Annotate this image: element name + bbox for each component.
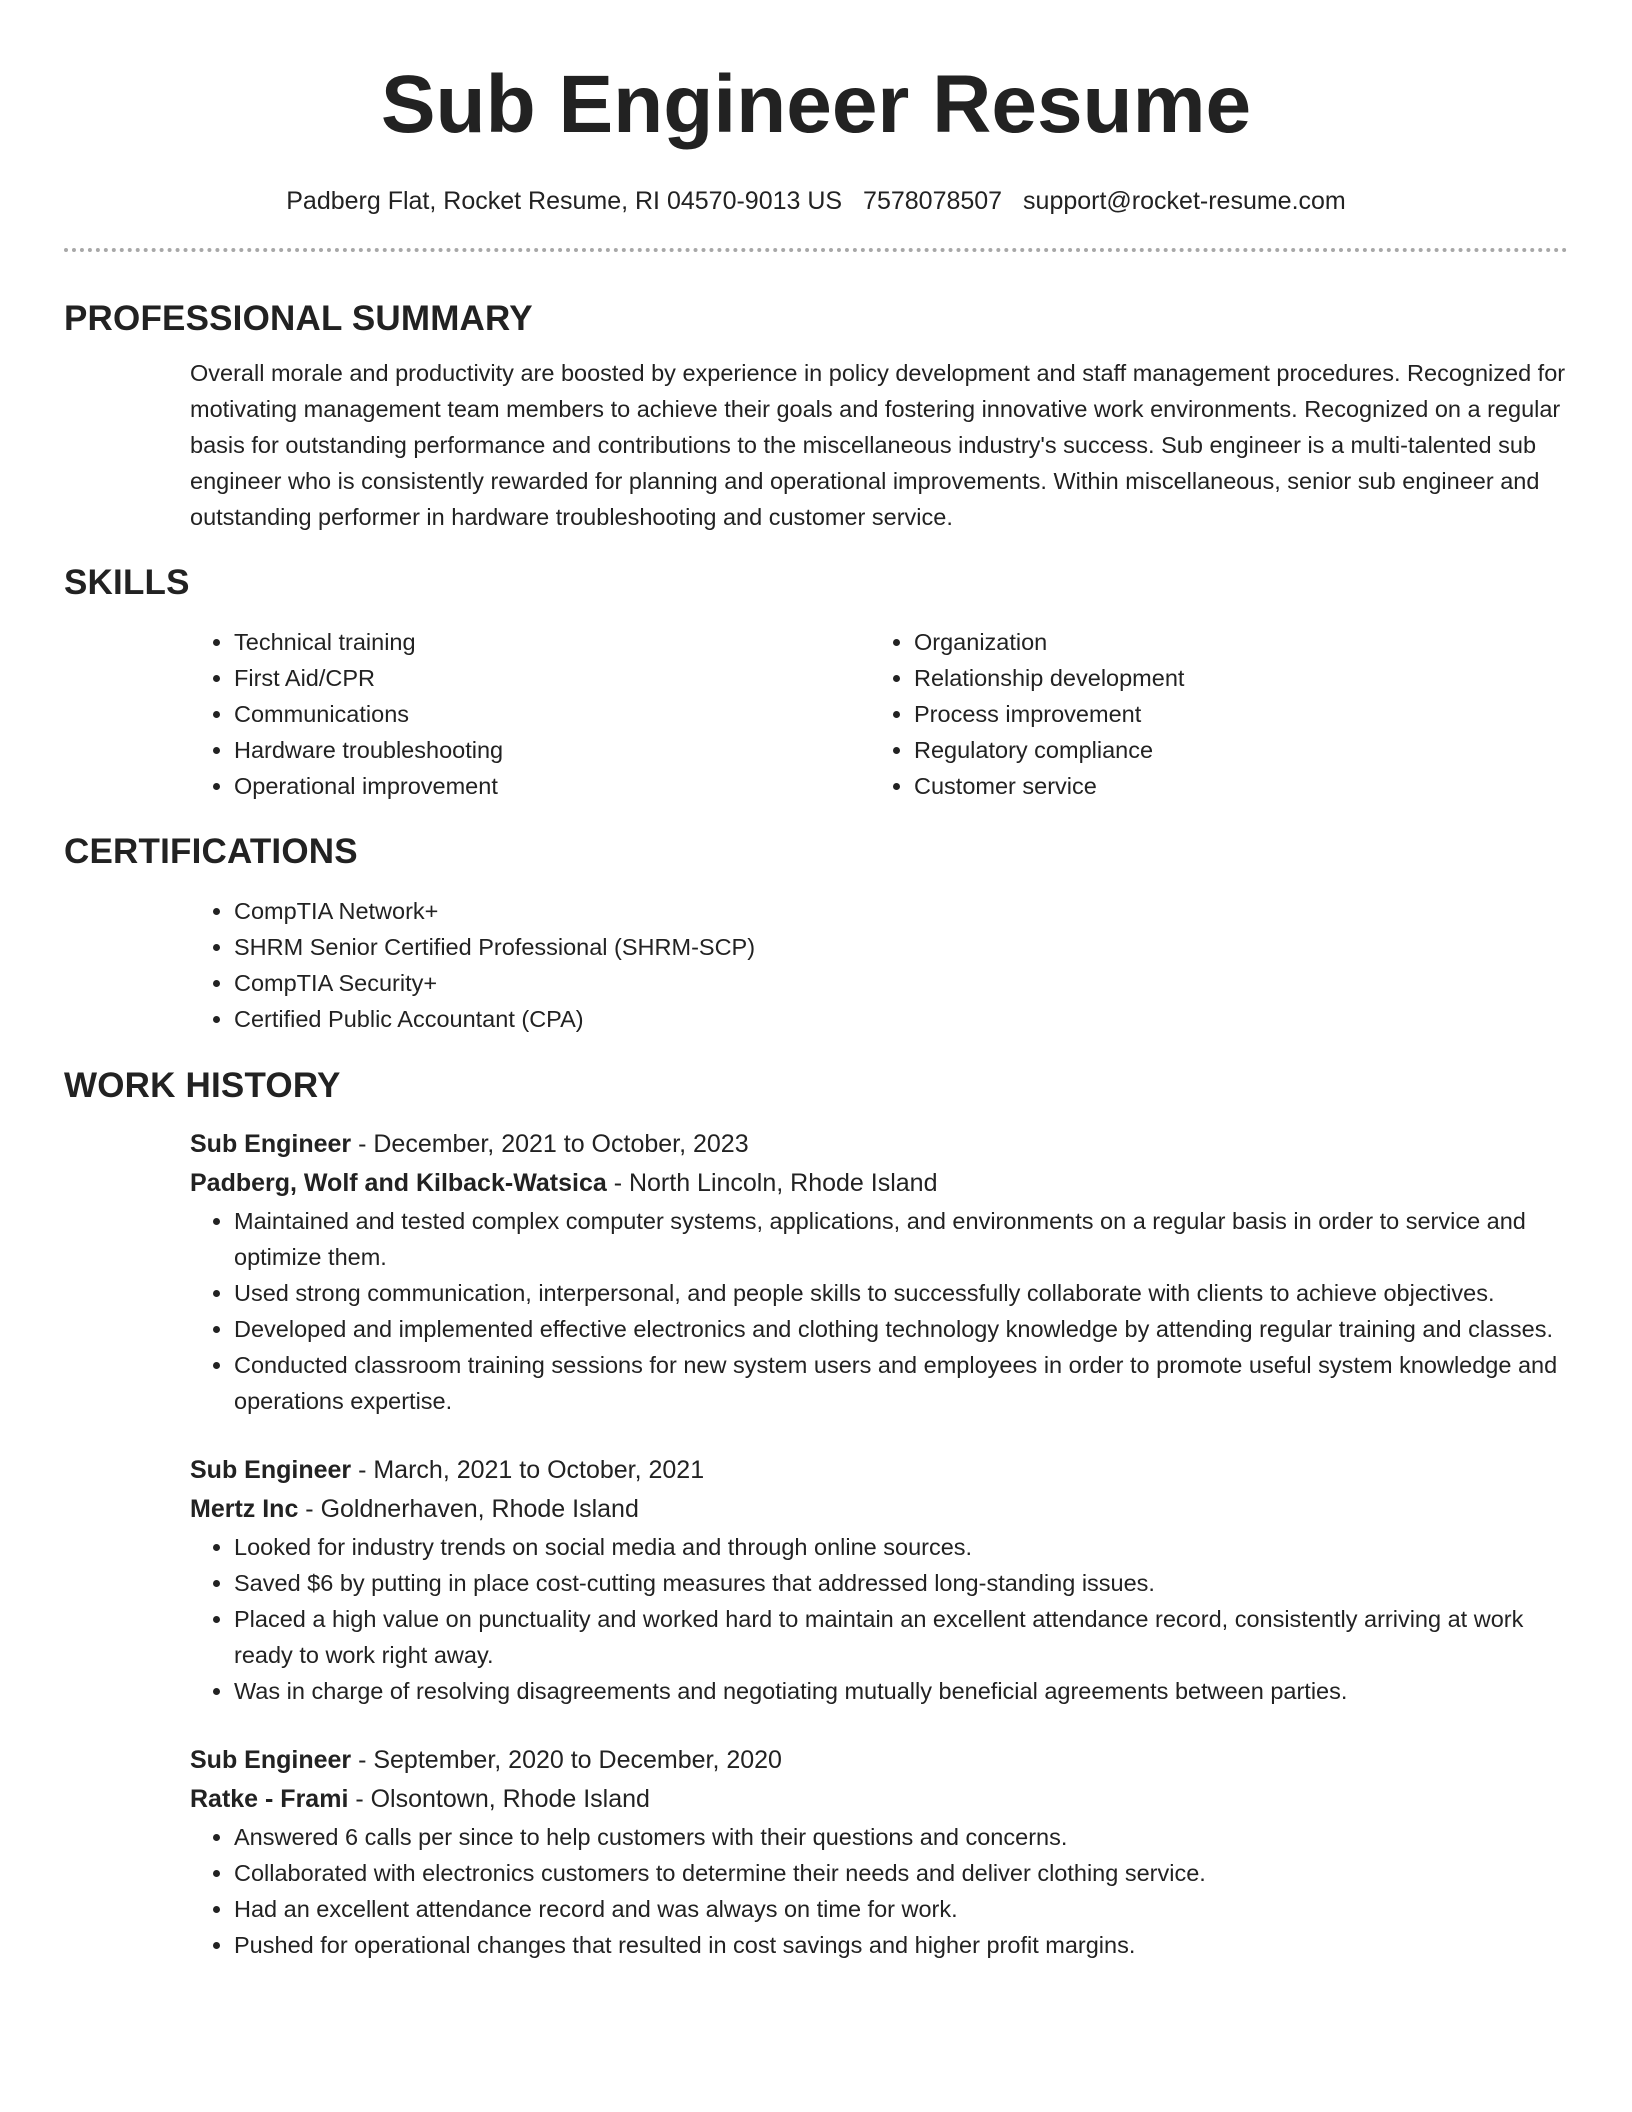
job-role: Sub Engineer [190,1456,352,1484]
skill-item: • Organization [914,624,1550,660]
certification-item: • CompTIA Network+ [234,893,1568,929]
job-entry [190,1125,1568,1419]
job-duty-item: • Placed a high value on punctuality and worked hard to maintain an excellent attendance record, consistently arriving at work ready to work right away. [234,1601,1568,1673]
job-duty-item: • Maintained and tested complex computer systems, applications, and environments on a regular basis in order to service and optimize them. [234,1203,1568,1275]
job-role: Sub Engineer [190,1746,352,1774]
skill-item: • Communications [234,696,870,732]
certifications-list [190,893,1568,1037]
job-duty-item: • Collaborated with electronics customers to determine their needs and deliver clothing service. [234,1855,1568,1891]
skill-item: • Process improvement [914,696,1550,732]
contact-line [64,186,1568,216]
job-role-line [190,1451,1568,1490]
skills-list-right [870,624,1550,804]
work-history-block [190,1125,1568,1963]
skills-column-right [870,624,1550,804]
job-location: - Goldnerhaven, Rhode Island [298,1495,639,1523]
job-duty-item: • Developed and implemented effective electronics and clothing technology knowledge by attending regular training and classes. [234,1311,1568,1347]
skill-item: • Relationship development [914,660,1550,696]
job-dates: - December, 2021 to October, 2023 [351,1130,749,1158]
job-company-line [190,1164,1568,1203]
job-duty-item: • Had an excellent attendance record and was always on time for work. [234,1891,1568,1927]
job-location: - Olsontown, Rhode Island [348,1785,650,1813]
job-location: - North Lincoln, Rhode Island [606,1169,938,1197]
contact-email: support@rocket-resume.com [1023,187,1346,215]
skills-grid [190,624,1568,804]
job-duty-item: • Saved $6 by putting in place cost-cutting measures that addressed long-standing issues. [234,1565,1568,1601]
skill-item: • Hardware troubleshooting [234,732,870,768]
section-title-work-history: WORK HISTORY [64,1066,341,1105]
section-title-certifications: CERTIFICATIONS [64,832,358,871]
job-duty-item: • Used strong communication, interpersonal, and people skills to successfully collaborate with clients to achieve objectives. [234,1275,1568,1311]
skill-item: • First Aid/CPR [234,660,870,696]
section-title-summary: PROFESSIONAL SUMMARY [64,299,533,338]
skill-item: • Technical training [234,624,870,660]
job-dates: - September, 2020 to December, 2020 [351,1746,782,1774]
job-company: Ratke - Frami [190,1785,349,1813]
certifications-block [190,893,1568,1037]
job-duty-item: • Was in charge of resolving disagreements and negotiating mutually beneficial agreements between parties. [234,1673,1568,1709]
job-duty-item: • Looked for industry trends on social media and through online sources. [234,1529,1568,1565]
job-company-line [190,1780,1568,1819]
job-entry [190,1451,1568,1709]
contact-phone: 7578078507 [863,187,1003,215]
job-company-line [190,1490,1568,1529]
skills-column-left [190,624,870,804]
skills-list-left [190,624,870,804]
skill-item: • Customer service [914,768,1550,804]
job-duty-item: • Pushed for operational changes that resulted in cost savings and higher profit margins. [234,1927,1568,1963]
certification-item: • Certified Public Accountant (CPA) [234,1001,1568,1037]
job-company: Mertz Inc [190,1495,299,1523]
job-role-line [190,1125,1568,1164]
summary-text: Overall morale and productivity are boosted by experience in policy development and staff management procedures. Recognized for motivating management team members to achieve their goals and fostering innovative work environments. Recognized on a regular basis for outstanding performance and contributions to the miscellaneous industry's success. Sub engineer is a multi-talented sub engineer who is consistently rewarded for planning and operational improvements. Within miscellaneous, senior sub engineer and outstanding performer in hardware troubleshooting and customer service. [190,360,1566,530]
skill-item: • Regulatory compliance [914,732,1550,768]
section-title-skills: SKILLS [64,563,190,602]
job-company: Padberg, Wolf and Kilback-Watsica [190,1169,607,1197]
job-role: Sub Engineer [190,1130,352,1158]
job-duty-item: • Answered 6 calls per since to help customers with their questions and concerns. [234,1819,1568,1855]
job-dates: - March, 2021 to October, 2021 [351,1456,705,1484]
job-duties-list [190,1203,1568,1419]
skill-item: • Operational improvement [234,768,870,804]
resume-title: Sub Engineer Resume [380,59,1252,150]
certification-item: • SHRM Senior Certified Professional (SHRM-SCP) [234,929,1568,965]
job-duties-list [190,1529,1568,1709]
job-duties-list [190,1819,1568,1963]
job-entry [190,1741,1568,1963]
job-duty-item: • Conducted classroom training sessions for new system users and employees in order to promote useful system knowledge and operations expertise. [234,1347,1568,1419]
header-divider [64,248,1568,252]
certification-item: • CompTIA Security+ [234,965,1568,1001]
job-role-line [190,1741,1568,1780]
contact-address: Padberg Flat, Rocket Resume, RI 04570-9013 US [286,187,843,215]
